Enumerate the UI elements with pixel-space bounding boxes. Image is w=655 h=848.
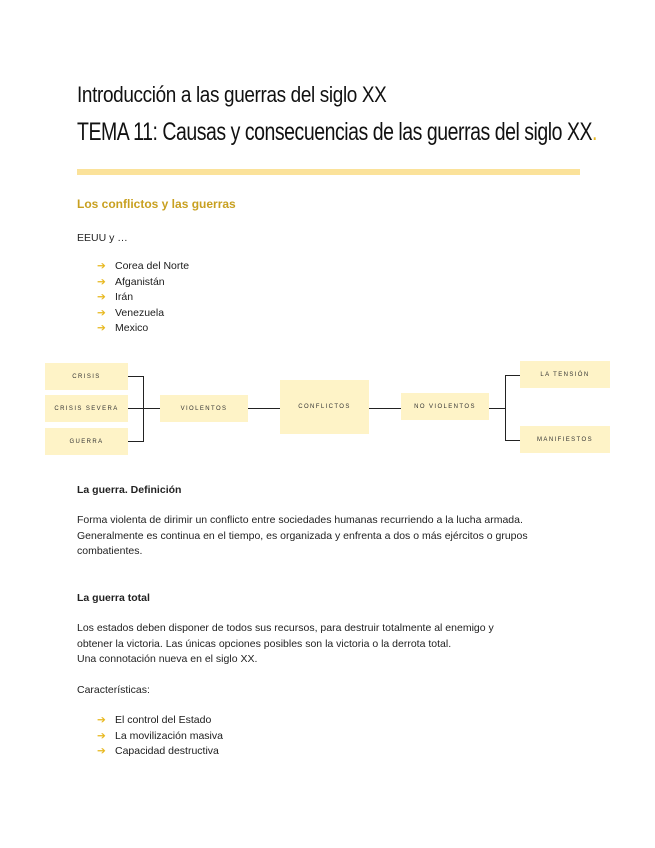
characteristics-label: Características: xyxy=(77,684,150,696)
connector-line xyxy=(505,375,520,376)
diagram-box-crisis: CRISIS xyxy=(45,363,128,390)
diagram-box-guerra: GUERRA xyxy=(45,428,128,455)
list-item-label: Capacidad destructiva xyxy=(115,745,219,757)
paragraph-line: combatientes. xyxy=(77,545,143,557)
connector-line xyxy=(128,408,143,409)
document-title: Introducción a las guerras del siglo XX xyxy=(77,82,387,107)
diagram-box-crisis-severa: CRISIS SEVERA xyxy=(45,395,128,422)
diagram-box-no-violentos: NO VIOLENTOS xyxy=(401,393,489,420)
arrow-right-icon: ➔ xyxy=(97,260,106,272)
diagram-box-la-tension: LA TENSIÓN xyxy=(520,361,610,388)
connector-line xyxy=(248,408,280,409)
arrow-right-icon: ➔ xyxy=(97,306,106,319)
diagram-box-conflictos: CONFLICTOS xyxy=(280,380,369,434)
connector-line xyxy=(489,408,505,409)
list-item-label: Corea del Norte xyxy=(115,260,190,272)
connector-line xyxy=(143,376,144,442)
list-item-label: La movilización masiva xyxy=(115,729,223,742)
list-item-label: Irán xyxy=(115,291,134,303)
paragraph-line: Forma violenta de dirimir un conflicto entre sociedades humanas recurriendo a la lucha armada. xyxy=(77,514,523,526)
document-subtitle xyxy=(77,118,597,147)
arrow-right-icon: ➔ xyxy=(97,291,106,303)
conflict-diagram xyxy=(0,355,655,465)
definition-paragraph xyxy=(77,513,617,560)
list-item xyxy=(97,713,223,729)
list-item xyxy=(97,259,189,275)
subtitle-dot: . xyxy=(592,118,598,146)
diagram-box-violentos: VIOLENTOS xyxy=(160,395,248,422)
list-item xyxy=(97,275,189,291)
arrow-right-icon: ➔ xyxy=(97,275,106,288)
arrow-right-icon: ➔ xyxy=(97,745,106,757)
title-underline-rule xyxy=(77,169,580,175)
list-item xyxy=(97,306,189,322)
section-heading-conflictos: Los conflictos y las guerras xyxy=(77,197,236,211)
paragraph-line: Los estados deben disponer de todos sus recursos, para destruir totalmente al enemigo y xyxy=(77,622,494,634)
connector-line xyxy=(505,440,520,441)
connector-line xyxy=(128,441,143,442)
connector-line xyxy=(128,376,143,377)
paragraph-line: Una connotación nueva en el siglo XX. xyxy=(77,653,258,665)
arrow-right-icon: ➔ xyxy=(97,322,106,334)
paragraph-line: Generalmente es continua en el tiempo, es organizada y enfrenta a dos o más ejércitos o grupos xyxy=(77,529,528,542)
paragraph-line: obtener la victoria. Las únicas opciones posibles son la victoria o la derrota total. xyxy=(77,637,452,650)
list-item xyxy=(97,744,223,760)
connector-line xyxy=(369,408,401,409)
characteristics-list xyxy=(97,713,223,760)
arrow-right-icon: ➔ xyxy=(97,729,106,742)
connector-line xyxy=(505,375,506,440)
list-item-label: Venezuela xyxy=(115,306,165,319)
section-intro-text: EEUU y … xyxy=(77,232,128,244)
section-heading-guerra-definicion: La guerra. Definición xyxy=(77,484,182,496)
countries-list xyxy=(97,259,189,337)
list-item xyxy=(97,290,189,306)
section-heading-guerra-total: La guerra total xyxy=(77,592,150,604)
diagram-box-manifiestos: MANIFIESTOS xyxy=(520,426,610,453)
list-item-label: Mexico xyxy=(115,322,149,334)
connector-line xyxy=(143,408,160,409)
list-item xyxy=(97,321,189,337)
guerra-total-paragraph xyxy=(77,621,617,668)
subtitle-text: TEMA 11: Causas y consecuencias de las guerras del siglo XX xyxy=(77,118,593,146)
list-item-label: El control del Estado xyxy=(115,714,212,726)
arrow-right-icon: ➔ xyxy=(97,714,106,726)
list-item xyxy=(97,729,223,745)
list-item-label: Afganistán xyxy=(115,275,165,288)
